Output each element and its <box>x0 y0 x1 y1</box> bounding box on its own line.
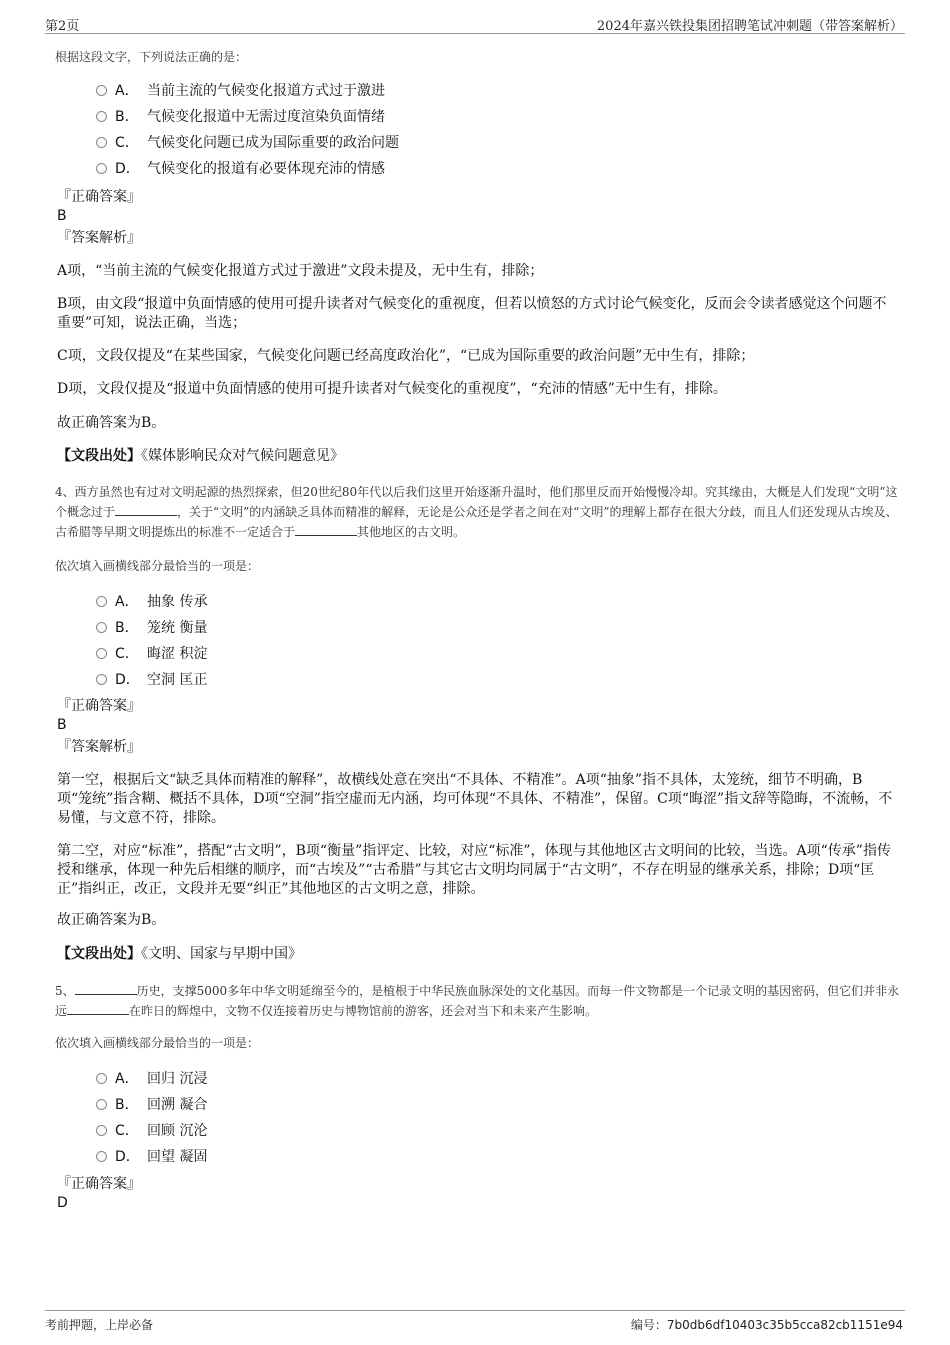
footer-serial: 编号：7b0db6df10403c35b5cca82cb1151e94 <box>630 1318 903 1332</box>
q3-option-d[interactable]: D． 气候变化的报道有必要体现充沛的情感 <box>96 158 385 180</box>
radio-icon[interactable] <box>96 85 107 96</box>
page-number: 第2页 <box>45 19 80 34</box>
q4-prompt: 依次填入画横线部分最恰当的一项是： <box>55 559 260 573</box>
page-header <box>45 13 905 34</box>
radio-icon[interactable] <box>96 1073 107 1084</box>
document-title: 2024年嘉兴铁投集团招聘笔试冲刺题（带答案解析） <box>596 19 903 34</box>
q5-option-b[interactable]: B． 回溯 凝合 <box>96 1094 207 1116</box>
q4-blank-2 <box>295 523 357 536</box>
q3-answer-label: 『正确答案』 <box>57 189 141 205</box>
q5-option-d[interactable]: D． 回望 凝固 <box>96 1146 207 1168</box>
q3-option-a[interactable]: A． 当前主流的气候变化报道方式过于激进 <box>96 80 385 102</box>
radio-icon[interactable] <box>96 648 107 659</box>
q4-analysis-conclusion: 故正确答案为B。 <box>57 912 166 928</box>
q5-answer: D <box>57 1195 68 1211</box>
q3-option-b[interactable]: B． 气候变化报道中无需过度渲染负面情绪 <box>96 106 385 128</box>
q3-analysis-b: B项，由文段“报道中负面情感的使用可提升读者对气候变化的重视度，但若以愤怒的方式讨论气候变化，反而会令读者感觉这个问题不重要”可知，说法正确，当选； <box>57 296 887 331</box>
q5-blank-1 <box>75 982 137 995</box>
page-footer <box>45 1310 905 1332</box>
radio-icon[interactable] <box>96 674 107 685</box>
q3-analysis-conclusion: 故正确答案为B。 <box>57 415 166 431</box>
q4-option-d[interactable]: D． 空洞 匡正 <box>96 669 207 691</box>
radio-icon[interactable] <box>96 1151 107 1162</box>
q4-option-c[interactable]: C． 晦涩 积淀 <box>96 643 207 665</box>
q4-answer-label: 『正确答案』 <box>57 698 141 714</box>
q5-stem: 5、 历史，支撑5000多年中华文明延绵至今的，是植根于中华民族血脉深处的文化基因。而每一件文物都是一个记录文明的基因密码，但它们并非永远 在昨日的辉煌中，文物不仅连接着历史与博物馆前的游客，还会对当下和未来产生影响。 <box>55 984 900 1018</box>
radio-icon[interactable] <box>96 111 107 122</box>
radio-icon[interactable] <box>96 596 107 607</box>
radio-icon[interactable] <box>96 1125 107 1136</box>
q4-blank-1 <box>115 503 177 516</box>
q5-prompt: 依次填入画横线部分最恰当的一项是： <box>55 1036 260 1050</box>
q4-analysis-1: 第一空，根据后文“缺乏具体而精准的解释”，故横线处意在突出“不具体、不精准”。A项“抽象”指不具体，太笼统，细节不明确，B项“笼统”指含糊、概括不具体，D项“空洞”指空虚而无内涵，均可体现“不具体、不精准”，保留。C项“晦涩”指文辞等隐晦，不流畅，不易懂，与文意不符，排除。 <box>57 772 893 826</box>
q3-source: 【文段出处】《媒体影响民众对气候问题意见》 <box>57 448 344 464</box>
q4-stem: 4、西方虽然也有过对文明起源的热烈探索，但20世纪80年代以后我们这里开始逐渐升温时，他们那里反而开始慢慢冷却。究其缘由，大概是人们发现“文明”这个概念过于 ，关于“文明”的内涵缺乏具体而精准的解释，无论是公众还是学者之间在对“文明”的理解上都存在很大分歧，而且人们还发现从古埃及、古希腊等早期文明提炼出的标准不一定适合于 其他地区的古文明。 <box>55 485 898 539</box>
radio-icon[interactable] <box>96 163 107 174</box>
q3-analysis-label: 『答案解析』 <box>57 230 141 246</box>
q3-prompt: 根据这段文字，下列说法正确的是： <box>55 50 248 64</box>
q4-option-a[interactable]: A． 抽象 传承 <box>96 591 207 613</box>
q5-blank-2 <box>67 1002 129 1015</box>
q3-analysis-d: D项，文段仅提及“报道中负面情感的使用可提升读者对气候变化的重视度”，“充沛的情感”无中生有，排除。 <box>57 381 727 397</box>
q3-answer: B <box>57 208 67 224</box>
q4-option-b[interactable]: B． 笼统 衡量 <box>96 617 207 639</box>
q5-answer-label: 『正确答案』 <box>57 1176 141 1192</box>
radio-icon[interactable] <box>96 1099 107 1110</box>
q3-option-c[interactable]: C． 气候变化问题已成为国际重要的政治问题 <box>96 132 399 154</box>
q4-analysis-2: 第二空，对应“标准”，搭配“古文明”，B项“衡量”指评定、比较，对应“标准”，体现与其他地区古文明间的比较，当选。A项“传承”指传授和继承，体现一种先后相继的顺序，而“古埃及”“古希腊”与其它古文明均同属于“古文明”，不存在明显的继承关系，排除；D项“匡正”指纠正，改正，文段并无要“纠正”其他地区的古文明之意，排除。 <box>57 843 891 897</box>
q3-analysis-a: A项，“当前主流的气候变化报道方式过于激进”文段未提及，无中生有，排除； <box>57 263 544 279</box>
radio-icon[interactable] <box>96 622 107 633</box>
q3-analysis-c: C项，文段仅提及“在某些国家，气候变化问题已经高度政治化”，“已成为国际重要的政治问题”无中生有，排除； <box>57 348 755 364</box>
q4-source: 【文段出处】《文明、国家与早期中国》 <box>57 946 302 962</box>
footer-slogan: 考前押题，上岸必备 <box>45 1318 154 1332</box>
q5-option-a[interactable]: A． 回归 沉浸 <box>96 1068 207 1090</box>
radio-icon[interactable] <box>96 137 107 148</box>
q4-analysis-label: 『答案解析』 <box>57 739 141 755</box>
q5-option-c[interactable]: C． 回顾 沉沦 <box>96 1120 207 1142</box>
q4-answer: B <box>57 717 67 733</box>
